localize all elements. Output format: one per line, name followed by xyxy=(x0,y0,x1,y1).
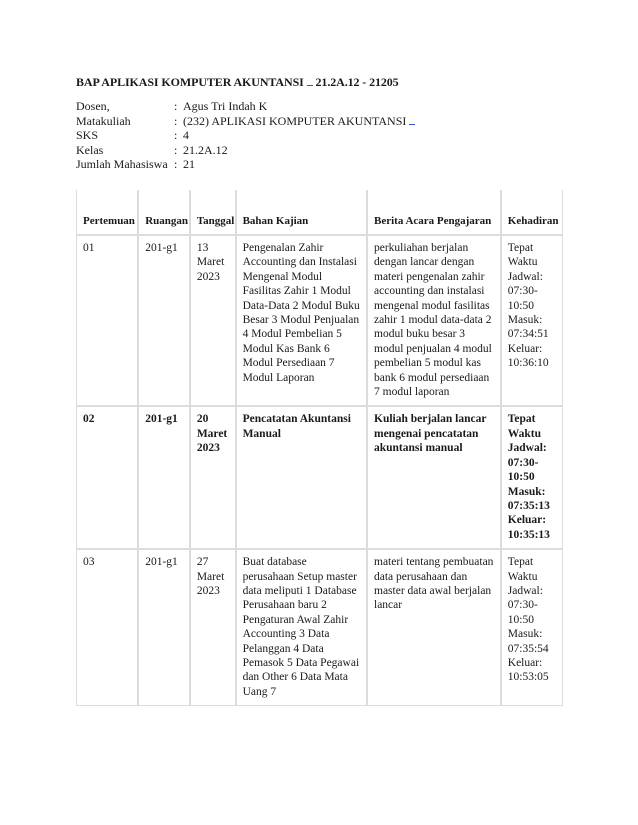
course-link-underline[interactable] xyxy=(409,114,415,125)
cell-bahan-kajian: Buat database perusahaan Setup master data meliputi 1 Database Perusahaan baru 2 Pengaturan Awal Zahir Accounting 3 Data Pelanggan 4 Data Pemasok 5 Data Pegawai dan Other 6 Data Mata Uang 7 xyxy=(236,549,367,706)
header-tanggal: Tanggal xyxy=(190,190,236,235)
table-row xyxy=(76,549,563,706)
cell-bahan-kajian: Pengenalan Zahir Accounting dan Instalasi Mengenal Modul Fasilitas Zahir 1 Modul Data-Data 2 Modul Buku Besar 3 Modul Penjualan 4 Modul Pembelian 5 Modul Kas Bank 6 Modul Persediaan 7 Modul Laporan xyxy=(236,235,367,406)
attendance-table xyxy=(76,190,563,706)
header-ruangan: Ruangan xyxy=(138,190,190,235)
course-name: (232) APLIKASI KOMPUTER AKUNTANSI xyxy=(183,113,410,128)
cell-tanggal: 27 Maret 2023 xyxy=(190,549,236,706)
cell-bahan-kajian: Pencatatan Akuntansi Manual xyxy=(236,406,367,549)
info-label: Dosen, xyxy=(76,99,110,113)
info-separator: : xyxy=(174,142,178,157)
info-separator: : xyxy=(174,99,178,113)
info-value: Agus Tri Indah K xyxy=(183,99,268,113)
cell-tanggal: 13 Maret 2023 xyxy=(190,235,236,406)
cell-ruangan: 201-g1 xyxy=(138,406,190,549)
document-title xyxy=(76,75,399,90)
info-row-kelas xyxy=(76,143,415,158)
course-info xyxy=(76,99,415,172)
info-row-sks xyxy=(76,128,415,143)
info-separator: : xyxy=(174,128,178,142)
cell-kehadiran: Tepat Waktu Jadwal: 07:30-10:50 Masuk: 07:35:13 Keluar: 10:35:13 xyxy=(501,406,563,549)
cell-berita-acara: materi tentang pembuatan data perusahaan dan master data awal berjalan lancar xyxy=(367,549,501,706)
table-row xyxy=(76,235,563,406)
cell-kehadiran: Tepat Waktu Jadwal: 07:30-10:50 Masuk: 07:34:51 Keluar: 10:36:10 xyxy=(501,235,563,406)
cell-pertemuan: 03 xyxy=(76,549,138,706)
cell-ruangan: 201-g1 xyxy=(138,235,190,406)
cell-kehadiran: Tepat Waktu Jadwal: 07:30-10:50 Masuk: 07:35:54 Keluar: 10:53:05 xyxy=(501,549,563,706)
cell-berita-acara: Kuliah berjalan lancar mengenai pencatatan akuntansi manual xyxy=(367,406,501,549)
header-berita-acara: Berita Acara Pengajaran xyxy=(367,190,501,235)
cell-tanggal: 20 Maret 2023 xyxy=(190,406,236,549)
cell-ruangan: 201-g1 xyxy=(138,549,190,706)
info-label: Kelas xyxy=(76,142,104,157)
table-row xyxy=(76,406,563,549)
info-value: 21.2A.12 xyxy=(183,142,228,157)
info-label: SKS xyxy=(76,128,99,142)
info-value: 4 xyxy=(183,128,189,142)
title-prefix: BAP APLIKASI KOMPUTER AKUNTANSI xyxy=(76,75,307,89)
table-header-row xyxy=(76,190,563,235)
info-separator: : xyxy=(174,157,178,171)
info-separator: : xyxy=(174,113,178,128)
info-row-matakuliah xyxy=(76,114,415,129)
info-value: 21 xyxy=(183,157,195,171)
info-row-dosen xyxy=(76,99,415,114)
info-row-jumlah-mahasiswa xyxy=(76,157,415,172)
cell-pertemuan: 01 xyxy=(76,235,138,406)
title-suffix: 21.2A.12 - 21205 xyxy=(312,75,399,89)
cell-pertemuan: 02 xyxy=(76,406,138,549)
info-label: Jumlah Mahasiswa xyxy=(76,157,168,171)
header-kehadiran: Kehadiran xyxy=(501,190,563,235)
cell-berita-acara: perkuliahan berjalan dengan lancar dengan materi pengenalan zahir accounting dan instalasi mengenal modul fasilitas zahir 1 modul data-data 2 modul buku besar 3 modul penjualan 4 modul pembelian 5 modul kas bank 6 modul persediaan 7 modul laporan xyxy=(367,235,501,406)
header-bahan-kajian: Bahan Kajian xyxy=(236,190,367,235)
header-pertemuan: Pertemuan xyxy=(76,190,138,235)
info-value-with-link xyxy=(183,114,415,129)
info-label: Matakuliah xyxy=(76,113,131,128)
